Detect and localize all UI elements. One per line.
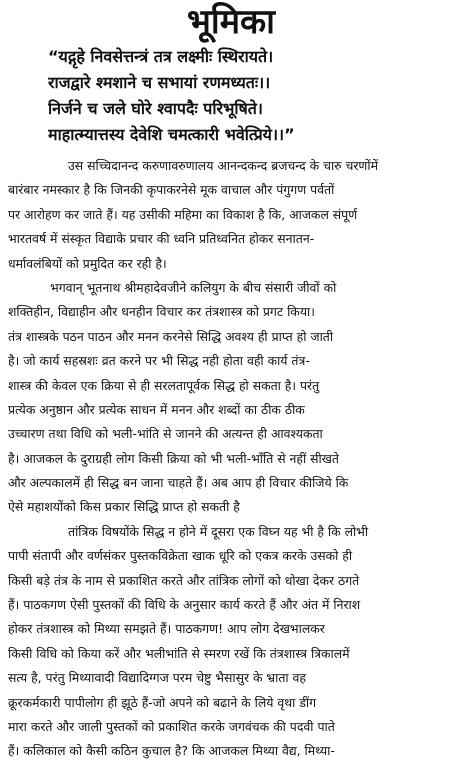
text-line: होकर तंत्रशास्त्र को मिथ्या समझते हैं। पाठकगण! आप लोग देखभालकर xyxy=(8,621,325,637)
text-line: उच्चारण तथा विधि को भली-भांति से जानने की अत्यन्त ही आवश्यकता xyxy=(8,426,323,442)
text-line: क्रूरकर्मकारी पापीलोग ही झूठे हैं-जो अपने को बढाने के लिये वृथा डींग xyxy=(8,694,317,710)
text-line: सत्य है, परंतु मिथ्यावादी विद्यादिग्गज परम चेष्टु भैसासुर के भ्राता वह xyxy=(8,670,307,686)
text-line: प्रत्येक अनुष्ठान और प्रत्येक साधन में मनन और शब्दों का ठीक ठीक xyxy=(8,401,305,417)
text-line: शक्तिहीन, विद्याहीन और धनहीन विचार कर तंत्रशास्त्र को प्रगट किया। xyxy=(8,304,315,320)
paragraph-3 xyxy=(8,520,454,764)
text-line: धर्मावलंबियों को प्रमुदित कर रही है। xyxy=(8,255,167,271)
paragraph-1 xyxy=(8,154,454,276)
text-line: किसी बड़े तंत्र के नाम से प्रकाशित करते और तांत्रिक लोगों को धोखा देकर ठगते xyxy=(8,572,360,588)
text-line: शास्त्र की केवल एक क्रिया से ही सरलतापूर्वक सिद्ध हो सकता है। परंतु xyxy=(8,377,320,393)
verse-line: निर्जने च जले घोरे श्वापदैः परिभूषिते। xyxy=(48,99,263,118)
text-line: है। आजकल के दुराग्रही लोग किसी क्रिया को भी भली-भाँति से नहीं सीखते xyxy=(8,450,339,466)
text-line: हैं। पाठकगण ऐसी पुस्तकों की विधि के अनुसार कार्य करते हैं और अंत में निराश xyxy=(8,597,361,613)
verse-line: माहात्म्यात्तस्य देवेशि चमत्कारी भवेत्प्रिये।।” xyxy=(48,125,295,144)
verse-line: “यद्गृहे निवसेत्तन्त्रं तत्र लक्ष्मीः स्थिरायते। xyxy=(48,47,274,66)
text-line: बारंबार नमस्कार है कि जिनकी कृपाकरनेसे मूक वाचाल और पंगुगण पर्वतों xyxy=(8,182,335,198)
text-line: पर आरोहण कर जाते हैं। यह उसीकी महिमा का विकाश है कि, आजकल संपूर्ण xyxy=(8,206,358,222)
text-line: और अल्पकालमें ही सिद्ध बन जाना चाहते हैं। अब आप ही विचार कीजिये कि xyxy=(8,475,349,491)
verse-line: राजद्वारे श्मशाने च सभायां रणमध्यतः।। xyxy=(48,73,271,92)
text-line: है। जो कार्य सहस्रशः व्रत करने पर भी सिद्ध नही होता वही कार्य तंत्र- xyxy=(8,353,310,369)
text-line: पापी संतापी और वर्णसंकर पुस्तकविक्रेता खाक धूरि को एकत्र करके उसको ही xyxy=(8,548,353,564)
text-line: भारतवर्ष में संस्कृत विद्याके प्रचार की ध्वनि प्रतिध्वनित होकर सनातन- xyxy=(8,231,315,247)
text-line: ऐसे महाशयोंको किस प्रकार सिद्धि प्राप्त हो सकती है xyxy=(8,499,240,515)
paragraph-2 xyxy=(8,276,454,520)
text-line: किसी विधि को किया करें और भलीभांति से स्मरण रखें कि तंत्रशास्त्र त्रिकालमें xyxy=(8,645,350,661)
page-title: भूमिका xyxy=(187,2,275,42)
text-line: मारा करते और जाली पुस्तकों को प्रकाशित करके जगवंचक की पदवी पाते xyxy=(8,718,335,734)
opening-verse xyxy=(8,44,454,148)
text-line: हैं। कलिकाल को कैसी कठिन कुचाल है? कि आजकल मिथ्या वैद्य, मिथ्या- xyxy=(8,743,335,759)
text-line: उस सच्चिदानन्द करुणावरुणालय आनन्दकन्द ब्रजचन्द के चारु चरणोंमें xyxy=(68,158,379,173)
text-line: भगवान् भूतनाथ श्रीमहादेवजीने कलियुग के बीच संसारी जीवों को xyxy=(50,279,337,295)
text-line: तांत्रिक विषयोंके सिद्ध न होने में दूसरा एक विघ्न यह भी है कि लोभी xyxy=(68,523,369,539)
text-line: तंत्र शास्त्रके पठन पाठन और मनन करनेसे सिद्धि अवश्य ही प्राप्त हो जाती xyxy=(8,328,334,344)
